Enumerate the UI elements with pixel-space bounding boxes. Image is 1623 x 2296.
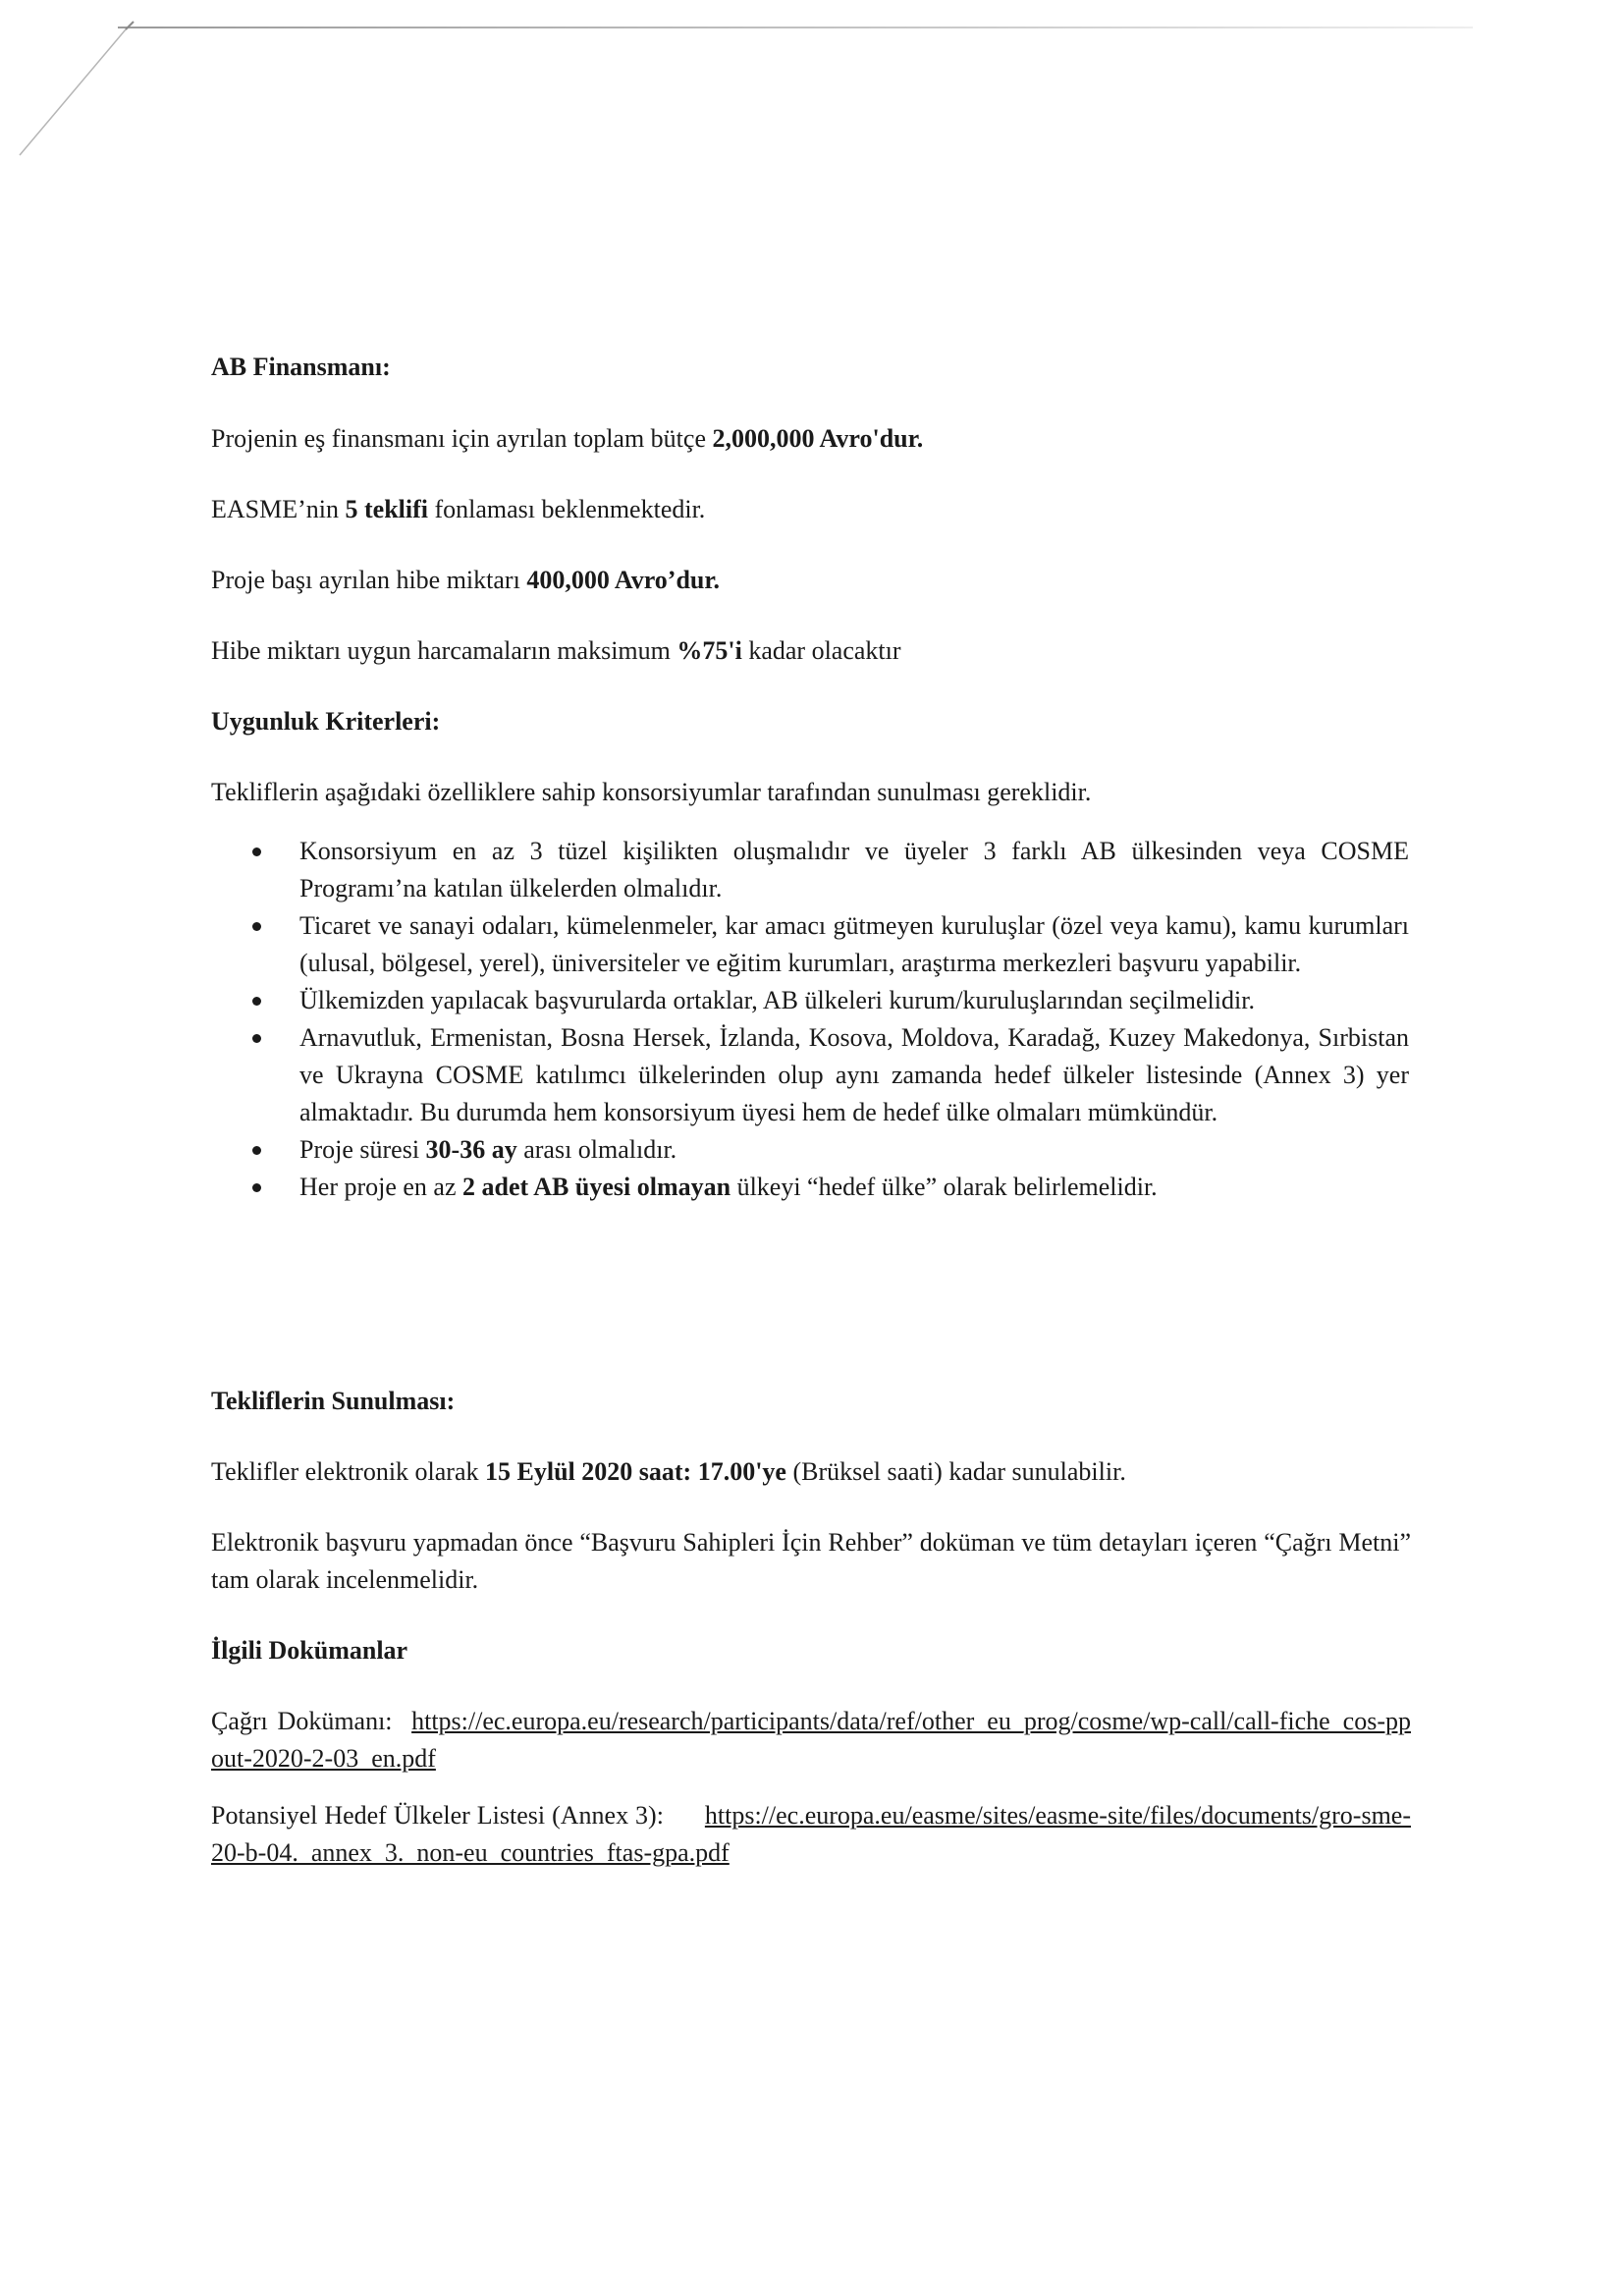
funding-total-budget xyxy=(211,420,923,458)
eligibility-item-text: Konsorsiyum en az 3 tüzel kişilikten oluşmalıdır ve üyeler 3 farklı AB ülkesinden veya COSME Programı’na katılan ülkelerden olmalıdır. xyxy=(299,837,1409,902)
eligibility-item-text: Arnavutluk, Ermenistan, Bosna Hersek, İzlanda, Kosova, Moldova, Karadağ, Kuzey Makedonya, Sırbistan ve Ukrayna COSME katılımcı ülkelerinden olup aynı zamanda hedef ülkeler listesinde (Annex 3) yer almaktadır. Bu durumda hem konsorsiyum üyesi hem de hedef ülke olmaları mümkündür. xyxy=(299,1023,1409,1126)
funding-proposal-count-pre: EASME’nin xyxy=(211,495,346,523)
eligibility-item xyxy=(250,982,1409,1019)
funding-total-budget-text: Projenin eş finansmanı için ayrılan toplam bütçe xyxy=(211,424,713,453)
eligibility-item-text: Ülkemizden yapılacak başvurularda ortaklar, AB ülkeleri kurum/kuruluşlarından seçilmelidir. xyxy=(299,986,1255,1014)
submission-deadline xyxy=(211,1453,1126,1491)
funding-proposal-count-bold: 5 teklifi xyxy=(345,495,428,523)
eligibility-item xyxy=(250,907,1409,982)
funding-max-rate-post: kadar olacaktır xyxy=(741,636,901,665)
bullet-dot-icon xyxy=(252,1146,261,1155)
bullet-dot-icon xyxy=(252,997,261,1006)
bullet-dot-icon xyxy=(252,1183,261,1192)
bullet-dot-icon xyxy=(252,1034,261,1043)
call-document-entry xyxy=(211,1703,1411,1777)
funding-proposal-count xyxy=(211,491,705,528)
funding-per-project-text: Proje başı ayrılan hibe miktarı xyxy=(211,566,527,594)
eligibility-item-text: ülkeyi “hedef ülke” olarak belirlemelidir. xyxy=(730,1173,1158,1201)
funding-max-rate-pre: Hibe miktarı uygun harcamaların maksimum xyxy=(211,636,677,665)
eligibility-item xyxy=(250,1131,1409,1169)
target-countries-label: Potansiyel Hedef Ülkeler Listesi (Annex 3): xyxy=(211,1801,664,1830)
documents-heading: İlgili Dokümanlar xyxy=(211,1636,408,1665)
funding-heading: AB Finansmanı: xyxy=(211,353,391,381)
eligibility-item xyxy=(250,1169,1409,1206)
funding-total-budget-amount: 2,000,000 Avro'dur. xyxy=(712,424,924,453)
funding-per-project-amount: 400,000 Avro’dur. xyxy=(526,566,721,594)
call-document-link[interactable]: https://ec.europa.eu/research/participants/data/ref/other_eu_prog/cosme/wp-call/call-fiche_cos-ppout-2020-2-03_en.pdf xyxy=(211,1707,1411,1773)
eligibility-item-bold: 30-36 ay xyxy=(425,1135,517,1164)
eligibility-item-text: Her proje en az xyxy=(299,1173,463,1201)
eligibility-intro: Tekliflerin aşağıdaki özelliklere sahip konsorsiyumlar tarafından sunulması gereklidir. xyxy=(211,778,1092,806)
eligibility-item-bold: 2 adet AB üyesi olmayan xyxy=(462,1173,731,1201)
submission-guidance: Elektronik başvuru yapmadan önce “Başvuru Sahipleri İçin Rehber” doküman ve tüm detayları içeren “Çağrı Metni” tam olarak incelenmelidir. xyxy=(211,1528,1411,1594)
target-countries-entry xyxy=(211,1797,1411,1872)
eligibility-item-text: Proje süresi xyxy=(299,1135,426,1164)
call-document-label: Çağrı Dokümanı: xyxy=(211,1707,393,1735)
eligibility-list xyxy=(250,833,1409,1206)
eligibility-item-text: Ticaret ve sanayi odaları, kümelenmeler, kar amacı gütmeyen kuruluşlar (özel veya kamu), kamu kurumları (ulusal, bölgesel, yerel), üniversiteler ve eğitim kurumları, araştırma merkezleri başvuru yapabilir. xyxy=(299,911,1409,977)
bullet-dot-icon xyxy=(252,922,261,931)
eligibility-heading: Uygunluk Kriterleri: xyxy=(211,707,441,736)
submission-heading: Tekliflerin Sunulması: xyxy=(211,1387,456,1415)
bullet-dot-icon xyxy=(252,847,261,856)
funding-max-rate-bold: %75'i xyxy=(676,636,742,665)
target-countries-link[interactable]: https://ec.europa.eu/easme/sites/easme-site/files/documents/gro-sme-20-b-04._annex_3._non-eu_countries_ftas-gpa.pdf xyxy=(211,1801,1411,1867)
eligibility-item xyxy=(250,833,1409,907)
submission-deadline-post: (Brüksel saati) kadar sunulabilir. xyxy=(785,1457,1126,1486)
eligibility-item-text: arası olmalıdır. xyxy=(516,1135,677,1164)
funding-max-rate xyxy=(211,632,901,670)
submission-deadline-pre: Teklifler elektronik olarak xyxy=(211,1457,486,1486)
eligibility-item xyxy=(250,1019,1409,1131)
funding-proposal-count-post: fonlaması beklenmektedir. xyxy=(428,495,706,523)
funding-per-project xyxy=(211,562,720,599)
submission-deadline-date: 15 Eylül 2020 saat: 17.00'ye xyxy=(485,1457,786,1486)
